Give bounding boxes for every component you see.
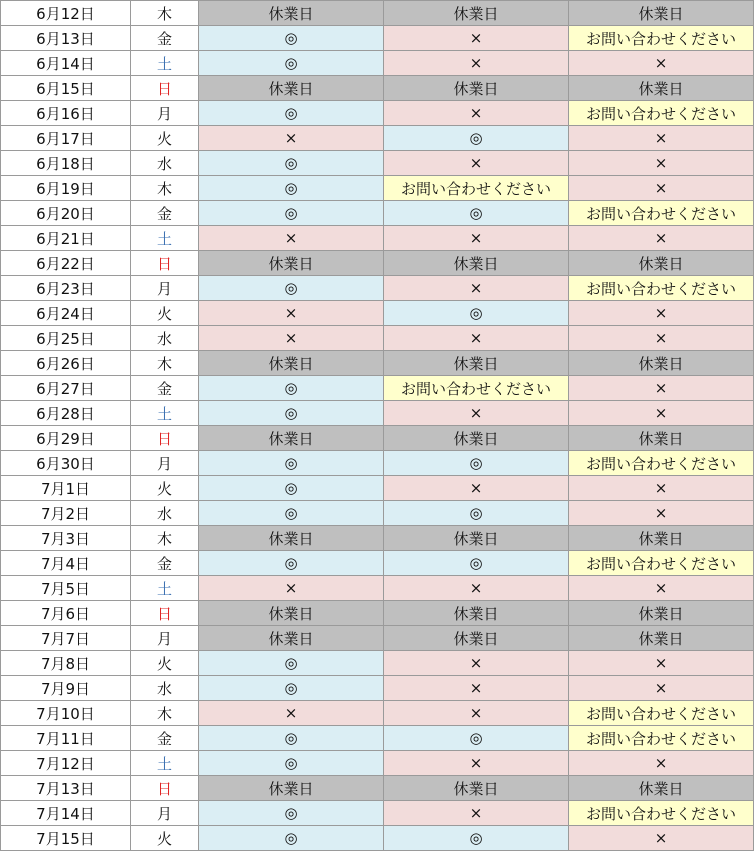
table-row [1,51,754,76]
table-row [1,101,754,126]
date-cell: 7月3日 [1,526,131,551]
slot-2-status-cell: × [384,26,569,51]
slot-3-status-cell: × [569,576,754,601]
slot-1-status-cell: ◎ [199,101,384,126]
date-cell: 7月5日 [1,576,131,601]
date-cell: 6月30日 [1,451,131,476]
slot-1-status-cell: × [199,226,384,251]
weekday-cell: 日 [131,76,199,101]
date-cell: 7月11日 [1,726,131,751]
slot-3-status-cell: 休業日 [569,526,754,551]
slot-2-status-cell: × [384,51,569,76]
weekday-cell: 木 [131,701,199,726]
slot-2-status-cell: 休業日 [384,251,569,276]
slot-2-status-cell: 休業日 [384,426,569,451]
date-cell: 6月25日 [1,326,131,351]
slot-1-status-cell: 休業日 [199,426,384,451]
slot-1-status-cell: 休業日 [199,1,384,26]
slot-1-status-cell: × [199,576,384,601]
table-row [1,401,754,426]
slot-2-status-cell: × [384,326,569,351]
date-cell: 7月7日 [1,626,131,651]
table-row [1,26,754,51]
table-row [1,726,754,751]
slot-3-status-cell: 休業日 [569,426,754,451]
slot-2-status-cell: 休業日 [384,626,569,651]
weekday-cell: 水 [131,676,199,701]
slot-1-status-cell: 休業日 [199,776,384,801]
slot-3-status-cell: 休業日 [569,251,754,276]
weekday-cell: 日 [131,426,199,451]
weekday-cell: 月 [131,626,199,651]
weekday-cell: 土 [131,576,199,601]
slot-2-status-cell: × [384,751,569,776]
slot-3-status-cell: × [569,826,754,851]
table-row [1,126,754,151]
weekday-cell: 月 [131,101,199,126]
table-row [1,751,754,776]
date-cell: 6月13日 [1,26,131,51]
slot-1-status-cell: ◎ [199,176,384,201]
slot-2-status-cell: × [384,476,569,501]
slot-1-status-cell: ◎ [199,151,384,176]
slot-2-status-cell: ◎ [384,451,569,476]
slot-1-status-cell: × [199,701,384,726]
weekday-cell: 日 [131,601,199,626]
date-cell: 6月26日 [1,351,131,376]
weekday-cell: 月 [131,801,199,826]
table-row [1,476,754,501]
weekday-cell: 金 [131,26,199,51]
table-row [1,201,754,226]
slot-2-status-cell: × [384,801,569,826]
slot-1-status-cell: × [199,126,384,151]
date-cell: 6月15日 [1,76,131,101]
slot-2-status-cell: × [384,226,569,251]
date-cell: 6月17日 [1,126,131,151]
table-row [1,676,754,701]
weekday-cell: 日 [131,251,199,276]
weekday-cell: 火 [131,126,199,151]
weekday-cell: 土 [131,401,199,426]
slot-1-status-cell: × [199,326,384,351]
date-cell: 6月18日 [1,151,131,176]
slot-3-status-cell: × [569,326,754,351]
slot-1-status-cell: ◎ [199,651,384,676]
table-row [1,776,754,801]
table-row [1,226,754,251]
slot-1-status-cell: ◎ [199,476,384,501]
slot-3-status-cell: 休業日 [569,601,754,626]
slot-2-status-cell: 休業日 [384,526,569,551]
slot-2-status-cell: × [384,576,569,601]
slot-3-status-cell: お問い合わせください [569,701,754,726]
weekday-cell: 月 [131,276,199,301]
slot-2-status-cell: 休業日 [384,1,569,26]
slot-3-status-cell: × [569,226,754,251]
weekday-cell: 土 [131,51,199,76]
date-cell: 6月21日 [1,226,131,251]
slot-2-status-cell: ◎ [384,126,569,151]
table-row [1,651,754,676]
slot-2-status-cell: 休業日 [384,601,569,626]
slot-1-status-cell: ◎ [199,276,384,301]
slot-2-status-cell: ◎ [384,826,569,851]
slot-3-status-cell: 休業日 [569,351,754,376]
slot-2-status-cell: × [384,401,569,426]
slot-1-status-cell: ◎ [199,501,384,526]
slot-2-status-cell: 休業日 [384,776,569,801]
slot-1-status-cell: ◎ [199,751,384,776]
table-row [1,251,754,276]
slot-2-status-cell: × [384,701,569,726]
slot-3-status-cell: × [569,401,754,426]
slot-2-status-cell: お問い合わせください [384,376,569,401]
slot-1-status-cell: 休業日 [199,601,384,626]
weekday-cell: 土 [131,751,199,776]
weekday-cell: 日 [131,776,199,801]
slot-3-status-cell: お問い合わせください [569,26,754,51]
date-cell: 7月9日 [1,676,131,701]
slot-3-status-cell: お問い合わせください [569,801,754,826]
slot-2-status-cell: ◎ [384,301,569,326]
slot-1-status-cell: ◎ [199,401,384,426]
date-cell: 6月24日 [1,301,131,326]
slot-1-status-cell: ◎ [199,451,384,476]
slot-2-status-cell: お問い合わせください [384,176,569,201]
table-row [1,451,754,476]
slot-3-status-cell: 休業日 [569,1,754,26]
table-row [1,151,754,176]
weekday-cell: 月 [131,451,199,476]
weekday-cell: 金 [131,551,199,576]
slot-1-status-cell: 休業日 [199,526,384,551]
table-row [1,501,754,526]
weekday-cell: 水 [131,326,199,351]
table-row [1,801,754,826]
slot-3-status-cell: 休業日 [569,76,754,101]
slot-2-status-cell: 休業日 [384,351,569,376]
weekday-cell: 土 [131,226,199,251]
slot-1-status-cell: 休業日 [199,626,384,651]
table-row [1,426,754,451]
slot-3-status-cell: 休業日 [569,776,754,801]
weekday-cell: 金 [131,201,199,226]
slot-2-status-cell: ◎ [384,501,569,526]
slot-3-status-cell: お問い合わせください [569,451,754,476]
weekday-cell: 火 [131,826,199,851]
slot-3-status-cell: × [569,301,754,326]
slot-3-status-cell: × [569,51,754,76]
date-cell: 6月22日 [1,251,131,276]
date-cell: 6月28日 [1,401,131,426]
slot-3-status-cell: お問い合わせください [569,101,754,126]
table-row [1,276,754,301]
table-row [1,826,754,851]
slot-3-status-cell: × [569,476,754,501]
date-cell: 7月1日 [1,476,131,501]
table-row [1,176,754,201]
weekday-cell: 木 [131,351,199,376]
weekday-cell: 火 [131,476,199,501]
slot-2-status-cell: × [384,676,569,701]
table-row [1,601,754,626]
slot-3-status-cell: × [569,501,754,526]
slot-1-status-cell: ◎ [199,26,384,51]
date-cell: 6月29日 [1,426,131,451]
slot-1-status-cell: ◎ [199,826,384,851]
date-cell: 7月12日 [1,751,131,776]
slot-3-status-cell: 休業日 [569,626,754,651]
slot-2-status-cell: ◎ [384,726,569,751]
table-row [1,576,754,601]
table-row [1,301,754,326]
weekday-cell: 火 [131,301,199,326]
weekday-cell: 木 [131,1,199,26]
date-cell: 7月10日 [1,701,131,726]
date-cell: 7月8日 [1,651,131,676]
table-row [1,701,754,726]
date-cell: 6月19日 [1,176,131,201]
slot-1-status-cell: ◎ [199,726,384,751]
weekday-cell: 金 [131,376,199,401]
slot-2-status-cell: × [384,101,569,126]
date-cell: 6月20日 [1,201,131,226]
weekday-cell: 火 [131,651,199,676]
slot-1-status-cell: ◎ [199,201,384,226]
slot-2-status-cell: ◎ [384,551,569,576]
date-cell: 7月14日 [1,801,131,826]
calendar-body [1,1,754,851]
date-cell: 7月4日 [1,551,131,576]
slot-1-status-cell: ◎ [199,801,384,826]
slot-1-status-cell: ◎ [199,51,384,76]
table-row [1,1,754,26]
date-cell: 6月12日 [1,1,131,26]
slot-3-status-cell: × [569,176,754,201]
slot-1-status-cell: × [199,301,384,326]
slot-2-status-cell: × [384,151,569,176]
table-row [1,526,754,551]
weekday-cell: 木 [131,526,199,551]
slot-3-status-cell: × [569,151,754,176]
date-cell: 6月16日 [1,101,131,126]
weekday-cell: 金 [131,726,199,751]
date-cell: 6月14日 [1,51,131,76]
slot-1-status-cell: 休業日 [199,351,384,376]
table-row [1,551,754,576]
table-row [1,76,754,101]
date-cell: 7月6日 [1,601,131,626]
slot-3-status-cell: × [569,126,754,151]
slot-2-status-cell: × [384,276,569,301]
slot-3-status-cell: お問い合わせください [569,276,754,301]
date-cell: 6月23日 [1,276,131,301]
date-cell: 7月13日 [1,776,131,801]
slot-3-status-cell: お問い合わせください [569,551,754,576]
table-row [1,326,754,351]
table-row [1,626,754,651]
slot-1-status-cell: ◎ [199,376,384,401]
slot-2-status-cell: 休業日 [384,76,569,101]
slot-1-status-cell: ◎ [199,676,384,701]
slot-1-status-cell: 休業日 [199,251,384,276]
slot-1-status-cell: ◎ [199,551,384,576]
table-row [1,351,754,376]
weekday-cell: 水 [131,151,199,176]
slot-3-status-cell: × [569,751,754,776]
slot-3-status-cell: × [569,651,754,676]
date-cell: 6月27日 [1,376,131,401]
slot-1-status-cell: 休業日 [199,76,384,101]
table-row [1,376,754,401]
date-cell: 7月2日 [1,501,131,526]
date-cell: 7月15日 [1,826,131,851]
slot-2-status-cell: × [384,651,569,676]
slot-2-status-cell: ◎ [384,201,569,226]
slot-3-status-cell: × [569,676,754,701]
slot-3-status-cell: お問い合わせください [569,726,754,751]
weekday-cell: 水 [131,501,199,526]
slot-3-status-cell: × [569,376,754,401]
weekday-cell: 木 [131,176,199,201]
slot-3-status-cell: お問い合わせください [569,201,754,226]
